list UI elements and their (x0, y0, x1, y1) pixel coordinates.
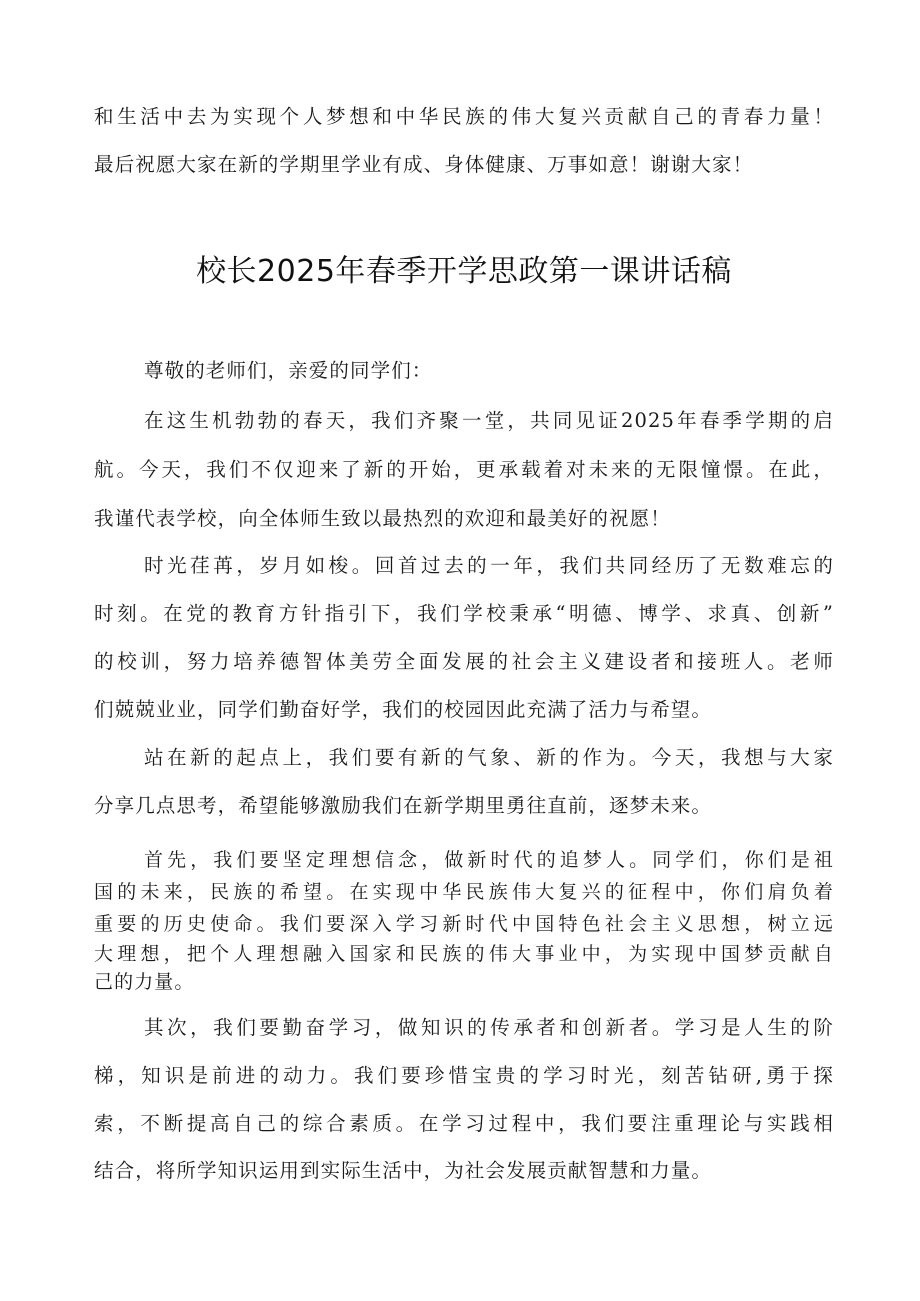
paragraph-4-line-3: 重要的历史使命。我们要深入学习新时代中国特色社会主义思想，树立远 (94, 913, 834, 935)
paragraph-1-line-2: 航。今天，我们不仅迎来了新的开始，更承载着对未来的无限憧憬。在此， (94, 458, 834, 481)
paragraph-3-line-1: 站在新的起点上，我们要有新的气象、新的作为。今天，我想与大家 (144, 746, 834, 769)
paragraph-5-line-3: 索，不断提高自己的综合素质。在学习过程中，我们要注重理论与实践相 (94, 1112, 834, 1135)
paragraph-4-line-2: 国的未来，民族的希望。在实现中华民族伟大复兴的征程中，你们肩负着 (94, 881, 834, 903)
paragraph-2-line-4: 们兢兢业业，同学们勤奋好学，我们的校园因此充满了活力与希望。 (94, 698, 713, 721)
salutation: 尊敬的老师们，亲爱的同学们： (144, 359, 433, 382)
paragraph-5-line-4: 结合，将所学知识运用到实际生活中，为社会发展贡献智慧和力量。 (94, 1159, 713, 1182)
paragraph-4-line-1: 首先，我们要坚定理想信念，做新时代的追梦人。同学们，你们是祖 (144, 849, 834, 871)
paragraph-4-line-5: 己的力量。 (94, 971, 195, 993)
carryover-line-2: 最后祝愿大家在新的学期里学业有成、身体健康、万事如意！谢谢大家！ (94, 153, 754, 176)
paragraph-5-line-1: 其次，我们要勤奋学习，做知识的传承者和创新者。学习是人生的阶 (144, 1016, 834, 1039)
paragraph-1-line-1: 在这生机勃勃的春天，我们齐聚一堂，共同见证2025年春季学期的启 (144, 409, 834, 432)
carryover-line-1: 和生活中去为实现个人梦想和中华民族的伟大复兴贡献自己的青春力量！ (94, 105, 834, 128)
paragraph-2-line-1: 时光荏苒，岁月如梭。回首过去的一年，我们共同经历了无数难忘的 (144, 554, 834, 577)
paragraph-2-line-3: 的校训，努力培养德智体美劳全面发展的社会主义建设者和接班人。老师 (94, 650, 834, 673)
paragraph-2-line-2: 时刻。在党的教育方针指引下，我们学校秉承“明德、博学、求真、创新” (94, 602, 834, 625)
paragraph-5-line-2: 梯，知识是前进的动力。我们要珍惜宝贵的学习时光，刻苦钻研,勇于探 (94, 1064, 834, 1087)
document-title: 校长2025年春季开学思政第一课讲话稿 (196, 254, 732, 289)
paragraph-3-line-2: 分享几点思考，希望能够激励我们在新学期里勇往直前，逐梦未来。 (94, 794, 713, 817)
paragraph-1-line-3: 我谨代表学校，向全体师生致以最热烈的欢迎和最美好的祝愿！ (94, 507, 671, 530)
paragraph-4-line-4: 大理想，把个人理想融入国家和民族的伟大事业中，为实现中国梦贡献自 (94, 943, 834, 965)
